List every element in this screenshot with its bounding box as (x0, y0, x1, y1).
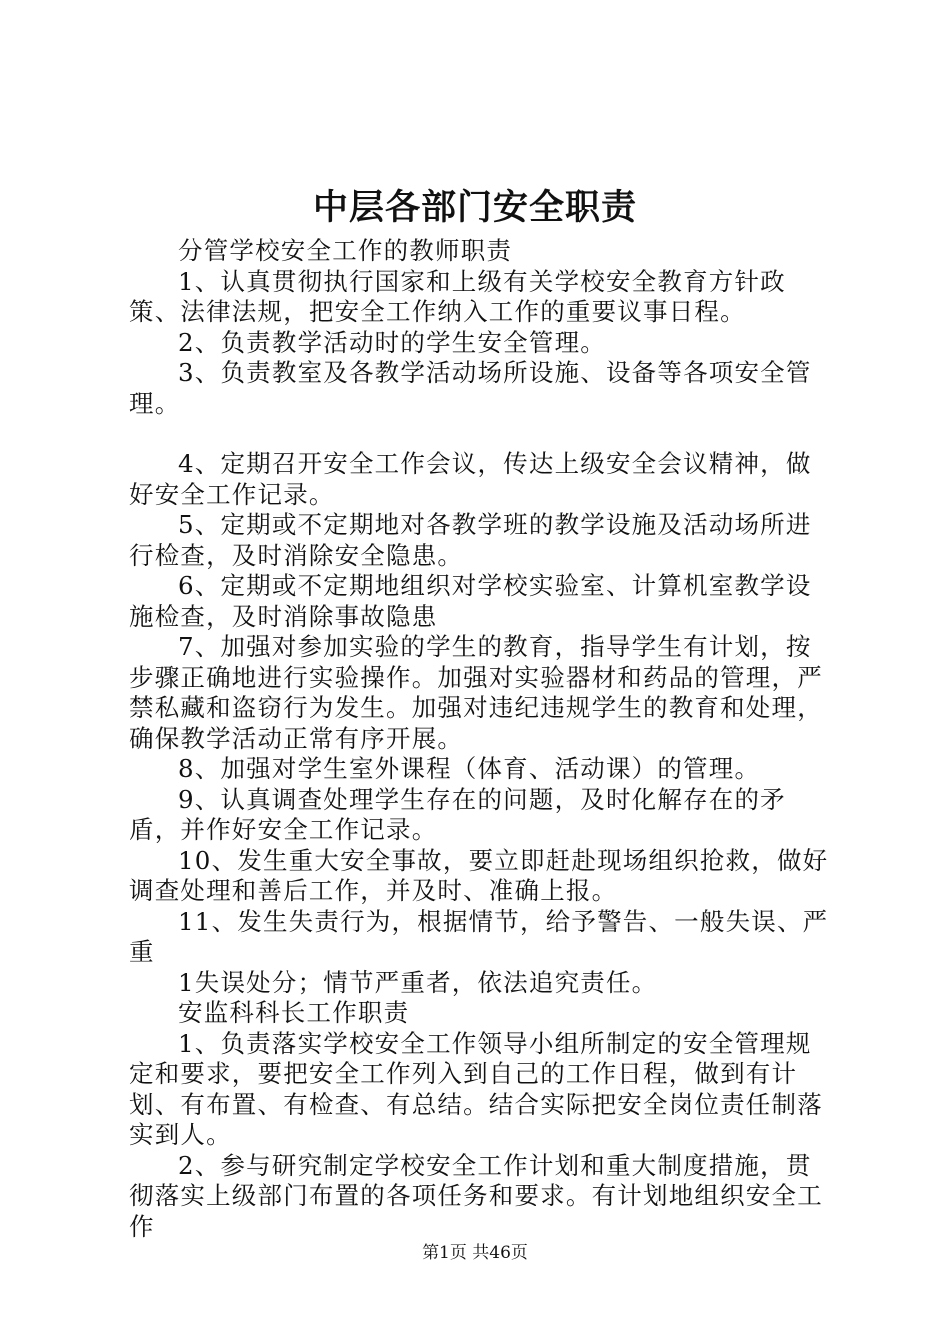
document-title: 中层各部门安全职责 (312, 187, 637, 228)
paragraph-chief-item-1: 1、负责落实学校安全工作领导小组所制定的安全管理规定和要求，要把安全工作列入到自己的工作日程，做到有计划、有布置、有检查、有总结。结合实际把安全岗位责任制落实到人。 (129, 1028, 823, 1149)
paragraph-item-1: 1、认真贯彻执行国家和上级有关学校安全教育方针政策、法律法规，把安全工作纳入工作的重要议事日程。 (129, 266, 786, 326)
paragraph-item-4: 4、定期召开安全工作会议，传达上级安全会议精神，做好安全工作记录。 (129, 449, 812, 509)
section-heading-teacher-duties: 分管学校安全工作的教师职责 (178, 236, 513, 265)
paragraph-chief-item-2: 2、参与研究制定学校安全工作计划和重大制度措施，贯彻落实上级部门布置的各项任务和要求。有计划地组织安全工作 (129, 1150, 823, 1241)
paragraph-item-6: 6、定期或不定期地组织对学校实验室、计算机室教学设施检查，及时消除事故隐患 (129, 571, 812, 631)
paragraph-item-8: 8、加强对学生室外课程（体育、活动课）的管理。 (178, 754, 761, 783)
paragraph-item-11: 11、发生失责行为，根据情节，给予警告、一般失误、严重 (129, 906, 829, 966)
paragraph-item-9: 9、认真调查处理学生存在的问题，及时化解存在的矛盾，并作好安全工作记录。 (129, 784, 786, 844)
paragraph-item-10: 10、发生重大安全事故，要立即赶赴现场组织抢救，做好调查处理和善后工作，并及时、准确上报。 (129, 845, 829, 905)
paragraph-item-2: 2、负责教学活动时的学生安全管理。 (178, 327, 606, 357)
paragraph-item-5: 5、定期或不定期地对各教学班的教学设施及活动场所进行检查，及时消除安全隐患。 (129, 510, 812, 570)
paragraph-item-3: 3、负责教室及各教学活动场所设施、设备等各项安全管理。 (129, 358, 812, 418)
page-footer: 第1页 共46页 (422, 1243, 528, 1263)
document-body (129, 236, 834, 1242)
paragraph-item-11-continued: 1失误处分；情节严重者，依法追究责任。 (178, 967, 658, 997)
section-heading-safety-chief-duties: 安监科科长工作职责 (178, 998, 410, 1027)
paragraph-item-7: 7、加强对参加实验的学生的教育，指导学生有计划，按步骤正确地进行实验操作。加强对实验器材和药品的管理，严禁私藏和盗窃行为发生。加强对违纪违规学生的教育和处理，确保教学活动正常有序开展。 (129, 632, 823, 753)
